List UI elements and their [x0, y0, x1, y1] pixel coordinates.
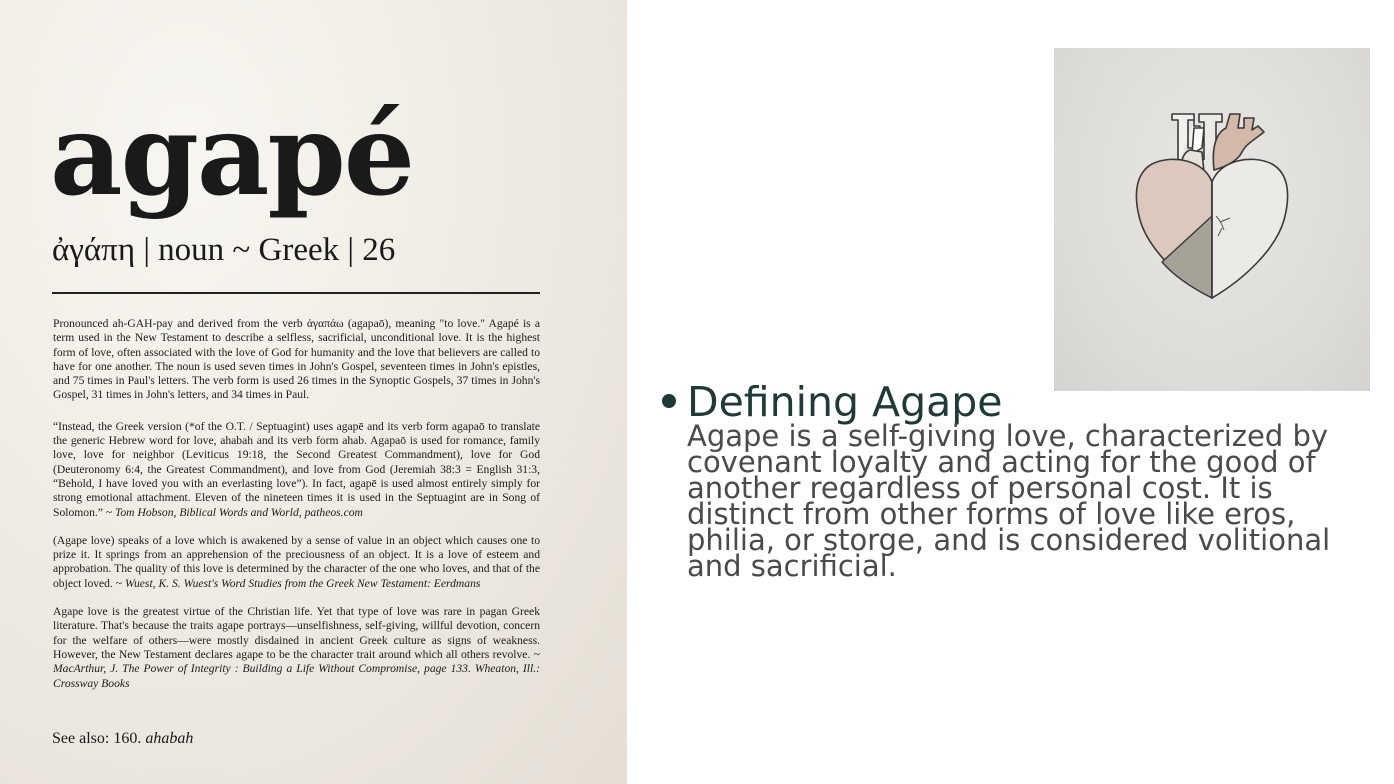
slide-heading: Defining Agape	[687, 378, 1003, 426]
paragraph-4: Agape love is the greatest virtue of the Christian life. Yet that type of love was rare in pagan Greek literature. That's because the traits agape portrays—unselfishness, self-giving, willful devotion, concern for the welfare of others—were mostly disdained in ancient Greek culture as signs of weakness. However, the New Testament declares agape to be the character trait around which all others revolve. ~ MacArthur, J. The Power of Integrity : Building a Life Without Compromise, page 133. Wheaton, Ill.: Crossway Books	[53, 605, 540, 690]
citation-4: MacArthur, J. The Power of Integrity : Building a Life Without Compromise, page 133. Wheaton, Ill.: Crossway Books	[53, 662, 540, 690]
citation-3: Wuest, K. S. Wuest's Word Studies from the Greek New Testament: Eerdmans	[124, 576, 481, 590]
citation-2: Tom Hobson, Biblical Words and World, patheos.com	[115, 505, 363, 519]
dictionary-card	[0, 0, 627, 784]
heart-illustration	[1054, 48, 1370, 391]
slide-description: Agape is a self-giving love, characterized by covenant loyalty and acting for the good of another regardless of personal cost. It is distinct from other forms of love like eros, philia, or storge, and is considered volitional and sacrificial.	[687, 419, 1331, 583]
paragraph-1: Pronounced ah-GAH-pay and derived from the verb ἀγαπάω (agapaō), meaning "to love." Agapé is a term used in the New Testament to describe a selfless, sacrificial, unconditional love. It is the highest form of love, often associated with the love of God for humanity and the love that believers are called to have for one another. The noun is used seven times in John's Gospel, seventeen times in John's epistles, and 75 times in Paul's letters. The verb form is used 26 times in the Synoptic Gospels, 37 times in John's Gospel, 31 times in John's letters, and 34 times in Paul.	[53, 317, 540, 402]
anatomical-heart-icon	[1054, 48, 1370, 391]
paragraph-3: (Agape love) speaks of a love which is awakened by a sense of value in an object which causes one to prize it. It springs from an apprehension of the preciousness of an object. It is a love of esteem and approbation. The quality of this love is determined by the character of the one who loves, and that of the object loved. ~ Wuest, K. S. Wuest's Word Studies from the Greek New Testament: Eerdmans	[53, 533, 540, 590]
bullet-icon	[662, 394, 676, 408]
paragraph-2: “Instead, the Greek version (*of the O.T. / Septuagint) uses agapē and its verb form agapaō to translate the generic Hebrew word for love, ahabah and its verb form ahab. Agapaō is used for romance, family love, love for neighbor (Leviticus 19:18, the Second Greatest Commandment), love for God (Deuteronomy 6:4, the Greatest Commandment), and love from God (Jeremiah 38:3 = English 31:3, “Behold, I have loved you with an everlasting love”). In fact, agapē is used almost entirely simply for strong emotional attachment. Eleven of the nineteen times it is used in the Septuagint are in Song of Solomon.” ~ Tom Hobson, Biblical Words and World, patheos.com	[53, 419, 540, 519]
entry-word: agapé	[50, 90, 414, 221]
pronunciation-line: ἀγάπη | noun ~ Greek | 26	[52, 232, 396, 268]
see-also: See also: 160. ahabah	[52, 730, 194, 747]
see-also-term: ahabah	[145, 730, 194, 747]
definition-body	[53, 317, 540, 705]
divider	[52, 292, 540, 294]
